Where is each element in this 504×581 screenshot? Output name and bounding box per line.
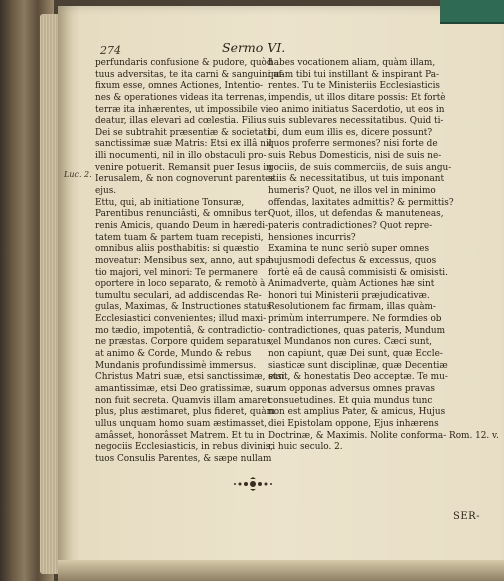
text-line: sunt, & honestatis Deo acceptæ. Te mu- [268, 372, 448, 383]
text-line: negociis Ecclesiasticis, in rebus divinis, [95, 442, 274, 453]
catchword: SER- [453, 511, 481, 522]
text-line: sanctissimæ suæ Matris: Etsi ex illâ nil [95, 139, 272, 150]
text-line: nes & operationes videas ita terrenas, [95, 92, 267, 103]
text-line: Quot, illos, ut defendas & manuteneas, [268, 209, 444, 220]
text-line: Animadverte, quàm Actiones hæ sint [268, 279, 435, 290]
text-line: fixum esse, omnes Actiones, Intentio- [95, 81, 264, 92]
text-line: moveatur: Mensibus sex, anno, aut spa- [95, 255, 274, 266]
text-line: tuos Consulis Parentes, & sæpe nullam [95, 453, 272, 464]
text-line: non fuit secreta. Quamvis illam amaret [95, 395, 271, 406]
text-line: siasticæ sunt disciplinæ, quæ Decentiæ [268, 360, 448, 371]
text-line: suis Rebus Domesticis, nisi de suis ne- [268, 151, 442, 162]
text-line: deatur, illas elevari ad cœlestia. Filius [95, 116, 267, 127]
text-line: contradictiones, quas pateris, Mundum [268, 325, 445, 336]
text-line: ne præstas. Corpore quidem separatus, [95, 337, 274, 348]
text-line: amâsset, honorâsset Matrem. Et tu in [95, 430, 265, 441]
text-line: rum opponas adversus omnes pravas [268, 383, 435, 394]
right-column [268, 58, 499, 454]
text-line: vel Mundanos non cures. Cæci sunt, [268, 337, 432, 348]
text-line: ri huic seculo. 2. [268, 442, 343, 453]
text-line: gulas, Maximas, & Instructiones status [95, 302, 272, 313]
text-line: impendis, ut illos ditare possis: Et fortè [268, 92, 446, 103]
text-line: honori tui Ministerii præjudicativæ. [268, 290, 430, 301]
text-line: Doctrinæ, & Maximis. Nolite conforma- Rom. 12. v. [268, 430, 499, 441]
text-line: offendas, laxitates admittis? & permittis? [268, 197, 454, 208]
text-line: tatem tuam & partem tuam recepisti, [95, 232, 264, 243]
text-line: gociis, de suis commerciis, de suis angu- [268, 162, 452, 173]
text-line: non est amplius Pater, & amicus, Hujus [268, 407, 446, 418]
text-line: mo tædio, impotentiâ, & contradictio- [95, 325, 266, 336]
text-line: non capiunt, quæ Dei sunt, quæ Eccle- [268, 349, 443, 360]
text-line: Ecclesiastici convenientes; illud maxi- [95, 314, 267, 325]
text-line: terræ ita inhærentes, ut impossibile vi- [95, 104, 272, 115]
text-line: Christus Matri suæ, etsi sanctissimæ, etsi [95, 372, 285, 383]
text-line: primùm interrumpere. Ne formdies ob [268, 314, 442, 325]
text-line: habes vocationem aliam, quàm illam, [268, 58, 436, 68]
text-line: illi nocumenti, nil in illo obstaculi pro- [95, 151, 267, 162]
text-line: ullus unquam homo suam æstimasset, [95, 418, 268, 429]
text-line: renis Amicis, quando Deum in hæredi- [95, 220, 269, 231]
text-line: quos proferre sermones? nisi forte de [268, 139, 438, 150]
page-number: 274 [100, 44, 121, 57]
text-line: Resolutionem fac firmam, illas quàm- [268, 302, 436, 313]
text-line: eo animo initiatus Sacerdotio, ut eos in [268, 104, 445, 115]
text-line: perfundaris confusione & pudore, quòd [95, 58, 273, 68]
text-line: omnibus aliis posthabitis: si quæstio [95, 244, 259, 255]
text-line: Dei se subtrahit præsentiæ & societati [95, 127, 270, 138]
page-bottom-shadow [58, 560, 504, 581]
text-line: hensiones incurris? [268, 232, 356, 243]
text-line: tuus adversitas, te ita carni & sanguini af- [95, 69, 285, 80]
text-line: quam tibi tui instillant & inspirant Pa- [268, 69, 440, 80]
text-line: hujusmodi defectus & excessus, quos [268, 255, 437, 266]
text-line: amantissimæ, etsi Deo gratissimæ, sua [95, 383, 272, 394]
text-line: tumultu seculari, ad addiscendas Re- [95, 290, 262, 301]
text-line: tio majori, vel minori: Te permanere [95, 267, 258, 278]
text-line: ejus. [95, 186, 117, 197]
text-line: stiis & necessitatibus, ut tuis imponant [268, 174, 445, 185]
text-line: fortè eâ de causâ commisisti & omisisti. [268, 267, 448, 278]
text-line: humeris? Quot, ne illos vel in minimo [268, 186, 436, 197]
text-line: Ierusalem, & non cognoverunt parentes [95, 174, 275, 185]
printer-ornament-icon [228, 477, 278, 491]
text-line: venire potuerit. Remansit puer Iesus in [95, 162, 272, 173]
text-line: pateris contradictiones? Quot repre- [268, 220, 433, 231]
left-column [95, 58, 285, 465]
text-line: plus, plus æstimaret, plus fideret, quàm [95, 407, 276, 418]
margin-note: Luc. 2. [64, 170, 92, 179]
text-line: rentes. Tu te Ministeriis Ecclesiasticis [268, 81, 440, 92]
text-line: consuetudines. Et quia mundus tunc [268, 395, 433, 406]
text-line: diei Epistolam oppone, Ejus inhærens [268, 418, 439, 429]
text-line: Parentibus renunciâsti, & omnibus ter- [95, 209, 271, 220]
text-line: Examina te nunc seriò super omnes [268, 244, 430, 255]
cover-strip [440, 0, 504, 24]
text-line: oportere in loco separato, & remotò à [95, 279, 266, 290]
text-line: Mundanis profundissimè immersus. [95, 360, 257, 371]
text-line: suis sublevares necessitatibus. Quid ti- [268, 116, 444, 127]
text-line: bi, dum eum illis es, dicere possunt? [268, 127, 433, 138]
text-line: at animo & Corde, Mundo & rebus [95, 349, 252, 360]
running-head: Sermo VI. [222, 40, 286, 55]
text-line: Ettu, qui, ab initiatione Tonsuræ, [95, 197, 245, 208]
